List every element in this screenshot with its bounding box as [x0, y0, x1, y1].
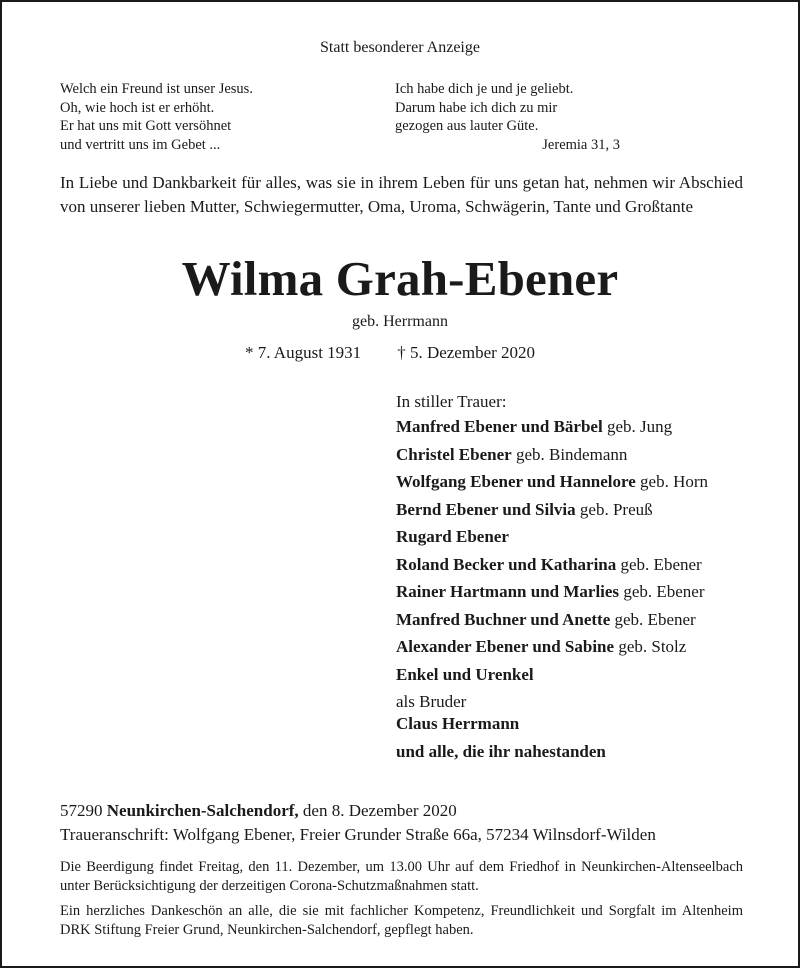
notice-date: den 8. Dezember 2020 [302, 801, 457, 820]
mourner-names: Bernd Ebener und Silvia [396, 499, 576, 519]
brother-label: als Bruder [396, 692, 467, 711]
verse-line: Welch ein Freund ist unser Jesus. [60, 81, 253, 97]
mourner-names: Roland Becker und Katharina [396, 554, 617, 574]
mourners-list [396, 391, 708, 768]
mourner-row [396, 609, 708, 637]
verse-right [395, 80, 620, 154]
town: Neunkirchen-Salchendorf, [106, 801, 299, 820]
verse-line: und vertritt uns im Gebet ... [60, 136, 221, 153]
verse-reference: Jeremia 31, 3 [542, 136, 620, 153]
mourner-row [396, 526, 708, 554]
fine-print [60, 858, 743, 946]
mourner-row [396, 581, 708, 609]
mourner-maiden: geb. Stolz [614, 637, 687, 656]
mourning-address: Traueranschrift: Wolfgang Ebener, Freier Grunder Straße 66a, 57234 Wilnsdorf-Wilden [60, 825, 656, 844]
mourner-names: Rugard Ebener [396, 527, 509, 546]
mourner-names: Enkel und Urenkel [396, 664, 534, 684]
notice-header: Statt besonderer Anzeige [320, 39, 480, 56]
mourner-names: Alexander Ebener und Sabine [396, 637, 615, 656]
birth-date: * 7. August 1931 [245, 343, 362, 362]
verse-line: Er hat uns mit Gott versöhnet [60, 118, 232, 134]
brother-name: Claus Herrmann [396, 714, 520, 733]
place-and-address [60, 799, 656, 847]
zip-code: 57290 [60, 801, 103, 820]
mourner-row [396, 416, 708, 444]
mourner-maiden: geb. Ebener [610, 609, 696, 629]
mourner-row [396, 471, 708, 499]
mourner-row [396, 499, 708, 527]
mourner-row [396, 664, 708, 692]
verse-left [60, 80, 253, 154]
mourner-names: Wolfgang Ebener und Hannelore [396, 472, 636, 491]
death-date: † 5. Dezember 2020 [397, 343, 536, 362]
mourner-row [396, 444, 708, 472]
deceased-name: Wilma Grah-Ebener [181, 251, 619, 306]
verse-line: gezogen aus lauter Güte. [395, 118, 539, 134]
mourner-maiden: geb. Jung [602, 417, 673, 436]
maiden-name: geb. Herrmann [352, 313, 448, 330]
verse-line: Darum habe ich dich zu mir [395, 99, 558, 116]
mourner-names: Christel Ebener [396, 444, 512, 464]
verse-line: Ich habe dich je und je geliebt. [395, 81, 574, 97]
thanks-note: Ein herzliches Dankeschön an alle, die sie mit fachlicher Kompetenz, Freundlichkeit und Sorgfalt im Altenheim DRK Stiftung Freier Grund, Neunkirchen-Salchendorf, gepflegt haben. [60, 903, 743, 938]
mourner-maiden: geb. Ebener [619, 582, 705, 601]
mourner-maiden: geb. Ebener [616, 554, 702, 574]
closing-line: und alle, die ihr nahestanden [396, 741, 606, 761]
verse-line: Oh, wie hoch ist er erhöht. [60, 99, 215, 116]
place-date-line [60, 799, 656, 823]
intro-text: In Liebe und Dankbarkeit für alles, was sie in ihrem Leben für uns getan hat, nehmen wir Abschied von unserer lieben Mutter, Schwiegermutter, Oma, Uroma, Schwägerin, Tante und Großtante [60, 173, 743, 216]
mourner-maiden: geb. Bindemann [511, 444, 628, 464]
mourner-row [396, 554, 708, 582]
mourner-maiden: geb. Horn [635, 472, 709, 491]
mourner-names: Manfred Ebener und Bärbel [396, 417, 603, 436]
mourner-names: Manfred Buchner und Anette [396, 609, 611, 629]
life-dates [245, 343, 535, 363]
mourning-label: In stiller Trauer: [396, 392, 507, 411]
mourner-maiden: geb. Preuß [575, 499, 653, 519]
funeral-note: Die Beerdigung findet Freitag, den 11. Dezember, um 13.00 Uhr auf dem Friedhof in Neunkirchen-Altenseelbach unter Berücksichtigung der derzeitigen Corona-Schutzmaßnahmen statt. [60, 859, 743, 894]
mourner-row [396, 636, 708, 664]
mourner-names: Rainer Hartmann und Marlies [396, 582, 620, 601]
